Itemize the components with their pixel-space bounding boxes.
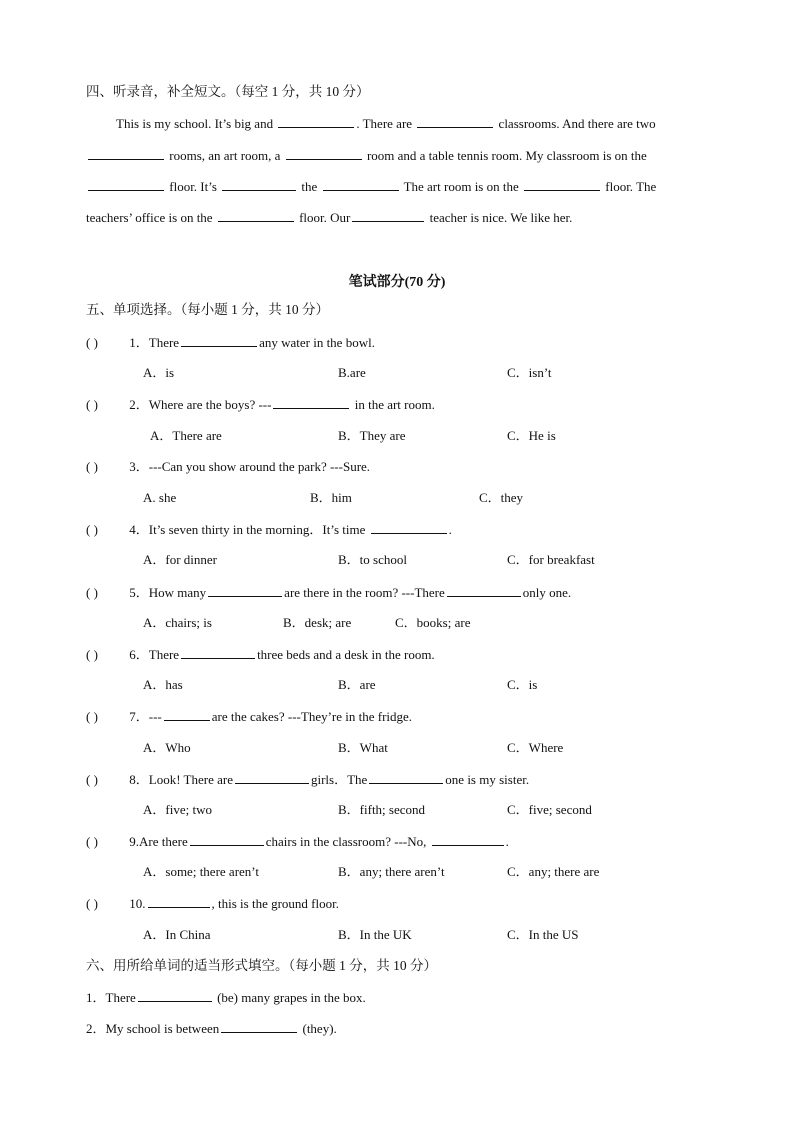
option-a[interactable]: A．There are (150, 428, 222, 443)
answer-blank[interactable] (352, 209, 424, 222)
question-text: 2．Where are the boys? --- (129, 397, 272, 412)
option-b[interactable]: B．desk; are (283, 615, 352, 630)
fill-question-1 (86, 989, 366, 1006)
option-b[interactable]: B．What (338, 740, 388, 755)
passage-line-4 (86, 209, 572, 226)
answer-parentheses[interactable]: ( ) (86, 709, 98, 724)
answer-blank[interactable] (218, 209, 294, 222)
written-part-title: 笔试部分(70 分) (348, 275, 446, 290)
question-text: 7．--- (129, 709, 162, 724)
answer-blank[interactable] (222, 178, 296, 191)
answer-blank[interactable] (208, 584, 282, 597)
passage-line-3 (86, 178, 656, 195)
answer-parentheses[interactable]: ( ) (86, 585, 98, 600)
passage-line-2 (86, 147, 647, 164)
option-b[interactable]: B．any; there aren’t (338, 864, 445, 879)
option-c[interactable]: C．five; second (507, 802, 592, 817)
passage-text: the (301, 179, 318, 194)
question-6 (86, 646, 435, 663)
question-text: . (505, 834, 509, 849)
answer-parentheses[interactable]: ( ) (86, 834, 98, 849)
option-a[interactable]: A．Who (143, 740, 191, 755)
passage-text: teachers’ office is on the (86, 210, 213, 225)
option-a[interactable]: A. she (143, 490, 177, 505)
answer-parentheses[interactable]: ( ) (86, 397, 98, 412)
question-text: 3．---Can you show around the park? ---Sure. (129, 459, 371, 474)
answer-blank[interactable] (148, 895, 210, 908)
question-text: (be) many grapes in the box. (217, 990, 366, 1005)
passage-text: room and a table tennis room. My classroom is on the (366, 148, 647, 163)
question-text: are the cakes? ---They’re in the fridge. (211, 709, 413, 724)
question-text: 4．It’s seven thirty in the morning．It’s time (129, 522, 366, 537)
option-c[interactable]: C．Where (507, 740, 564, 755)
option-c[interactable]: C．He is (507, 428, 556, 443)
question-text: only one. (522, 585, 572, 600)
passage-text: floor. The (605, 179, 657, 194)
answer-blank[interactable] (138, 989, 212, 1002)
option-c[interactable]: C．is (507, 677, 538, 692)
answer-blank[interactable] (323, 178, 399, 191)
option-b[interactable]: B．They are (338, 428, 406, 443)
question-text: one is my sister. (445, 772, 530, 787)
option-c[interactable]: C．any; there are (507, 864, 600, 879)
question-text: 6．There (129, 647, 180, 662)
section6-heading: 六、用所给单词的适当形式填空。（每小题 1 分，共 10 分） (86, 958, 437, 973)
question-text: 1．There (86, 990, 136, 1005)
passage-text: . There are (356, 116, 413, 131)
option-b[interactable]: B．are (338, 677, 376, 692)
question-text: 2．My school is between (86, 1021, 220, 1036)
answer-blank[interactable] (181, 646, 255, 659)
question-text: in the art room. (354, 397, 435, 412)
answer-parentheses[interactable]: ( ) (86, 647, 98, 662)
answer-blank[interactable] (221, 1020, 297, 1033)
answer-blank[interactable] (447, 584, 521, 597)
option-c[interactable]: C．books; are (395, 615, 471, 630)
fill-question-2 (86, 1020, 337, 1037)
passage-line-1 (116, 115, 656, 132)
answer-blank[interactable] (181, 334, 257, 347)
option-c[interactable]: C．for breakfast (507, 552, 595, 567)
question-5 (86, 584, 571, 601)
answer-blank[interactable] (417, 115, 493, 128)
answer-blank[interactable] (164, 708, 210, 721)
section4-heading: 四、听录音，补全短文。（每空 1 分，共 10 分） (86, 84, 370, 99)
option-c[interactable]: C．In the US (507, 927, 579, 942)
question-text: 5．How many (129, 585, 207, 600)
passage-text: floor. Our (299, 210, 351, 225)
option-b[interactable]: B.are (338, 365, 366, 380)
question-text: three beds and a desk in the room. (257, 647, 435, 662)
option-a[interactable]: A．five; two (143, 802, 212, 817)
answer-blank[interactable] (278, 115, 354, 128)
question-2 (86, 396, 435, 413)
passage-text: floor. It’s (169, 179, 217, 194)
question-7 (86, 708, 412, 725)
question-3 (86, 459, 370, 475)
answer-blank[interactable] (273, 396, 349, 409)
question-text: are there in the room? ---There (284, 585, 445, 600)
answer-parentheses[interactable]: ( ) (86, 335, 98, 350)
answer-blank[interactable] (371, 521, 447, 534)
question-text: 10. (129, 896, 146, 911)
question-8 (86, 771, 529, 788)
question-text: (they). (302, 1021, 337, 1036)
question-text: 9.Are there (129, 834, 188, 849)
question-text: . (448, 522, 452, 537)
option-a[interactable]: A．has (143, 677, 183, 692)
option-b[interactable]: B．to school (338, 552, 407, 567)
passage-text: rooms, an art room, a (169, 148, 281, 163)
question-text: chairs in the classroom? ---No, (265, 834, 427, 849)
option-b[interactable]: B．him (310, 490, 352, 505)
answer-blank[interactable] (88, 147, 164, 160)
question-4 (86, 521, 452, 538)
option-a[interactable]: A．some; there aren’t (143, 864, 259, 879)
option-a[interactable]: A．chairs; is (143, 615, 212, 630)
passage-text: The art room is on the (403, 179, 519, 194)
option-a[interactable]: A．is (143, 365, 175, 380)
answer-blank[interactable] (369, 771, 443, 784)
answer-parentheses[interactable]: ( ) (86, 896, 98, 911)
option-b[interactable]: B．In the UK (338, 927, 412, 942)
question-text: 8．Look! There are (129, 772, 233, 787)
question-text: , this is the ground floor. (211, 896, 339, 911)
question-9 (86, 833, 509, 850)
question-10 (86, 895, 339, 912)
answer-blank[interactable] (524, 178, 600, 191)
passage-text: teacher is nice. We like her. (429, 210, 573, 225)
question-text: 1．There (129, 335, 180, 350)
question-1 (86, 334, 375, 351)
section5-heading: 五、单项选择。（每小题 1 分，共 10 分） (86, 302, 329, 317)
option-c[interactable]: C．they (479, 490, 524, 505)
answer-parentheses[interactable]: ( ) (86, 522, 98, 537)
answer-blank[interactable] (286, 147, 362, 160)
answer-blank[interactable] (235, 771, 309, 784)
passage-text: This is my school. It’s big and (116, 116, 274, 131)
option-c[interactable]: C．isn’t (507, 365, 552, 380)
answer-parentheses[interactable]: ( ) (86, 772, 98, 787)
option-b[interactable]: B．fifth; second (338, 802, 426, 817)
answer-blank[interactable] (190, 833, 264, 846)
option-a[interactable]: A．for dinner (143, 552, 218, 567)
answer-parentheses[interactable]: ( ) (86, 459, 98, 474)
answer-blank[interactable] (432, 833, 504, 846)
answer-blank[interactable] (88, 178, 164, 191)
question-text: girls．The (310, 772, 368, 787)
question-text: any water in the bowl. (259, 335, 375, 350)
option-a[interactable]: A．In China (143, 927, 211, 942)
passage-text: classrooms. And there are two (498, 116, 656, 131)
